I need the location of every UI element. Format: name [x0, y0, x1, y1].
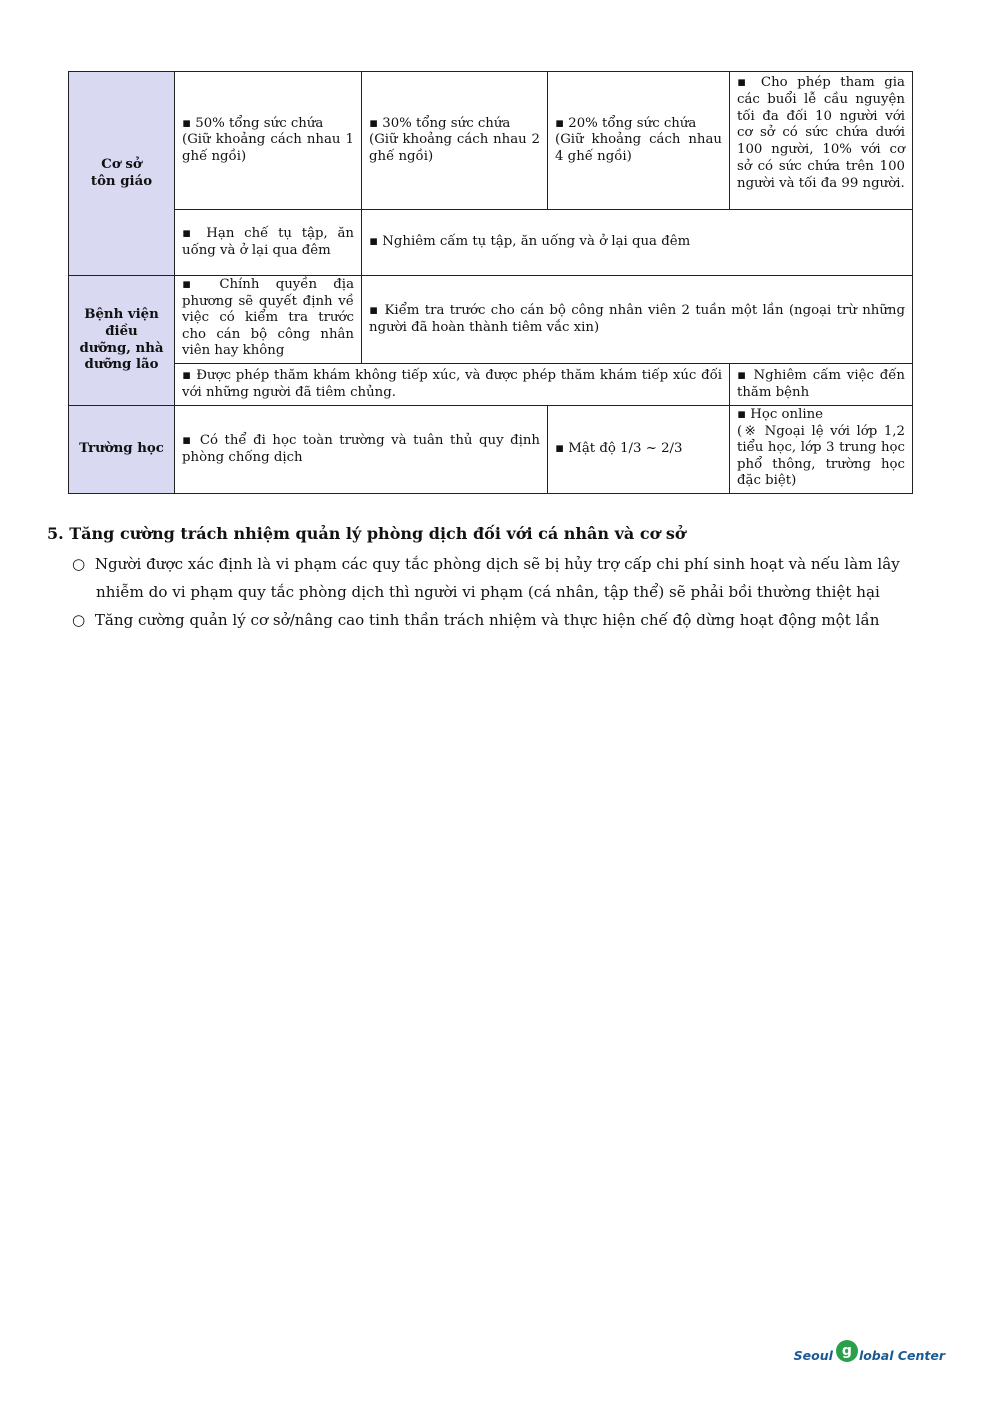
bullet-text: Tăng cường quản lý cơ sở/nâng cao tinh thần trách nhiệm và thực hiện chế độ dừng hoạt động một lần — [94, 611, 880, 629]
table-cell: ▪ Học online (※ Ngoại lệ với lớp 1,2 tiểu học, lớp 3 trung học phổ thông, trường học đặc biệt) — [730, 406, 913, 494]
list-item — [72, 606, 944, 634]
table-cell: ▪ Mật độ 1/3 ~ 2/3 — [548, 406, 730, 494]
table-row — [69, 72, 913, 210]
table-row — [69, 406, 913, 494]
category-religious: Cơ sở tôn giáo — [69, 72, 175, 276]
bullet-circle-icon: ○ — [72, 555, 86, 573]
table-row — [69, 364, 913, 406]
logo-g-icon: g — [836, 1340, 858, 1362]
table-row — [69, 210, 913, 276]
bullet-text: Người được xác định là vi phạm các quy tắc phòng dịch sẽ bị hủy trợ cấp chi phí sinh hoạt và nếu làm lây — [94, 555, 900, 573]
table-cell: ▪ Nghiêm cấm tụ tập, ăn uống và ở lại qua đêm — [362, 210, 913, 276]
restrictions-table — [68, 71, 913, 494]
table-cell: ▪ 30% tổng sức chứa (Giữ khoảng cách nhau 2 ghế ngồi) — [362, 72, 548, 210]
table-row — [69, 276, 913, 364]
logo-word: Seoul — [793, 1348, 833, 1363]
table-cell: ▪ Kiểm tra trước cho cán bộ công nhân viên 2 tuần một lần (ngoại trừ những người đã hoàn thành tiêm vắc xin) — [362, 276, 913, 364]
table-cell: ▪ Được phép thăm khám không tiếp xúc, và được phép thăm khám tiếp xúc đối với những người đã tiêm chủng. — [175, 364, 730, 406]
table-cell: ▪ Nghiêm cấm việc đến thăm bệnh — [730, 364, 913, 406]
table-cell: ▪ Cho phép tham gia các buổi lễ cầu nguyện tối đa đối 10 người với cơ sở có sức chứa dưới 100 người, 10% với cơ sở có sức chứa trên 100 người và tối đa 99 người. — [730, 72, 913, 210]
table-cell: ▪ Hạn chế tụ tập, ăn uống và ở lại qua đêm — [175, 210, 362, 276]
category-care-hospital: Bệnh viện điều dưỡng, nhà dưỡng lão — [69, 276, 175, 406]
section-heading: 5. Tăng cường trách nhiệm quản lý phòng dịch đối với cá nhân và cơ sở — [47, 524, 686, 543]
table-cell: ▪ 20% tổng sức chứa (Giữ khoảng cách nhau 4 ghế ngồi) — [548, 72, 730, 210]
bullet-circle-icon: ○ — [72, 611, 86, 629]
logo-word: lobal Center — [858, 1348, 945, 1363]
category-school: Trường học — [69, 406, 175, 494]
seoul-global-center-logo — [794, 1334, 945, 1366]
table-cell: ▪ Chính quyền địa phương sẽ quyết định về việc có kiểm tra trước cho cán bộ công nhân viên hay không — [175, 276, 362, 364]
table-cell: ▪ 50% tổng sức chứa (Giữ khoảng cách nhau 1 ghế ngồi) — [175, 72, 362, 210]
table-cell: ▪ Có thể đi học toàn trường và tuân thủ quy định phòng chống dịch — [175, 406, 548, 494]
bullet-text: nhiễm do vi phạm quy tắc phòng dịch thì người vi phạm (cá nhân, tập thể) sẽ phải bồi thường thiệt hại — [96, 583, 880, 601]
list-item — [72, 550, 944, 606]
